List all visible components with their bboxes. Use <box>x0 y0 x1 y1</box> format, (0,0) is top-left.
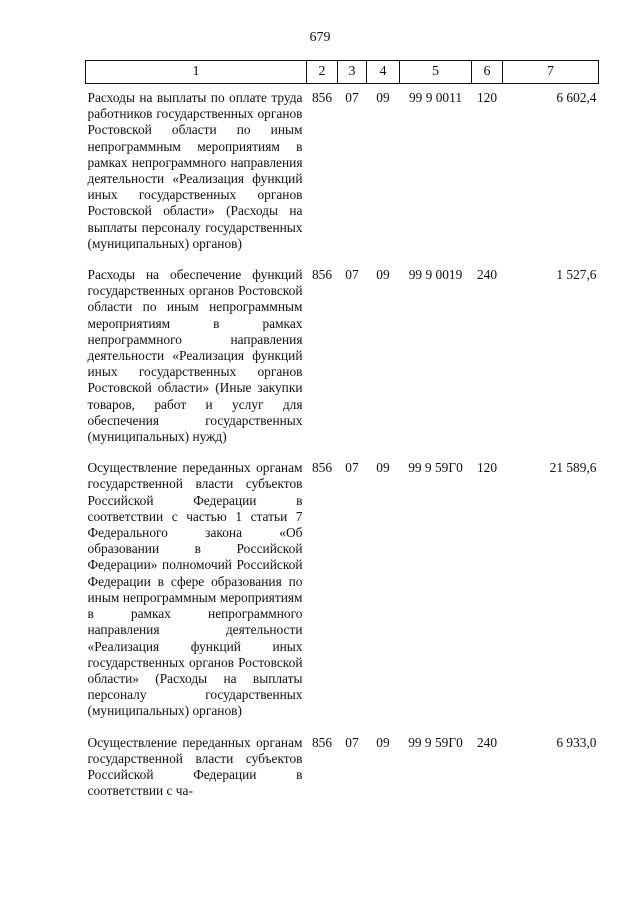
row-target-article: 99 9 59Г0 <box>408 460 463 476</box>
row-subsection-code: 09 <box>376 734 390 750</box>
row-section-code: 07 <box>345 267 359 283</box>
row-department-code: 856 <box>311 267 333 283</box>
row-department-code: 856 <box>311 734 333 750</box>
row-department-code: 856 <box>311 460 333 476</box>
table-row <box>86 261 599 454</box>
page-number: 679 <box>309 30 331 45</box>
row-description: Осуществление переданных органам государственной власти субъектов Российской Федерации в соответствии с частью 1 статьи 7 Федерального закона «Об образовании в Российской Федерации» полномочий Российской Федерации в сфере образования по иным непрограммным мероприятиям в рамках непрограммного направления деятельности «Реализация функций иных государственных органов Ростовской области» (Расходы на выплаты персоналу государственных (муниципальных) органов) <box>87 460 303 719</box>
row-amount: 6 933,0 <box>556 734 597 750</box>
row-subsection-code: 09 <box>376 267 390 283</box>
row-section-code: 07 <box>345 90 359 105</box>
row-amount: 1 527,6 <box>556 267 597 283</box>
row-amount: 6 602,4 <box>556 90 597 105</box>
column-header-subsection: 4 <box>367 61 400 84</box>
row-expense-type: 240 <box>476 267 498 283</box>
table-row <box>86 729 599 809</box>
column-header-expense-type: 6 <box>472 61 503 84</box>
row-expense-type: 240 <box>476 734 498 750</box>
row-subsection-code: 09 <box>376 460 390 476</box>
table-row <box>86 454 599 728</box>
row-expense-type: 120 <box>476 460 498 476</box>
row-section-code: 07 <box>345 460 359 476</box>
column-header-section: 3 <box>338 61 367 84</box>
column-header-target-article: 5 <box>400 61 472 84</box>
row-description: Расходы на выплаты по оплате труда работников государственных органов Ростовской области по иным непрограммным мероприятиям в рамках непрограммного направления деятельности «Реализация функций иных государственных органов Ростовской области» (Расходы на выплаты персоналу государственных (муниципальных) органов) <box>87 90 303 251</box>
row-amount: 21 589,6 <box>549 460 597 476</box>
row-description: Расходы на обеспечение функций государственных органов Ростовской области по иным непрограммным мероприятиям в рамках непрограммного направления деятельности «Реализация функций иных государственных органов Ростовской области» (Иные закупки товаров, работ и услуг для обеспечения государственных (муниципальных) нужд) <box>87 267 303 445</box>
row-subsection-code: 09 <box>376 90 390 105</box>
column-header-amount: 7 <box>503 61 599 84</box>
row-target-article: 99 9 0011 <box>408 90 463 105</box>
row-target-article: 99 9 59Г0 <box>408 734 463 750</box>
row-description: Осуществление переданных органам государственной власти субъектов Российской Федерации в соответствии с ча- <box>87 734 303 799</box>
row-section-code: 07 <box>345 734 359 750</box>
table-row <box>86 84 599 262</box>
column-header-department: 2 <box>307 61 338 84</box>
budget-table <box>85 60 599 808</box>
row-department-code: 856 <box>311 90 333 105</box>
table-header-row <box>86 61 599 84</box>
row-expense-type: 120 <box>476 90 498 105</box>
column-header-description: 1 <box>86 61 307 84</box>
row-target-article: 99 9 0019 <box>408 267 463 283</box>
